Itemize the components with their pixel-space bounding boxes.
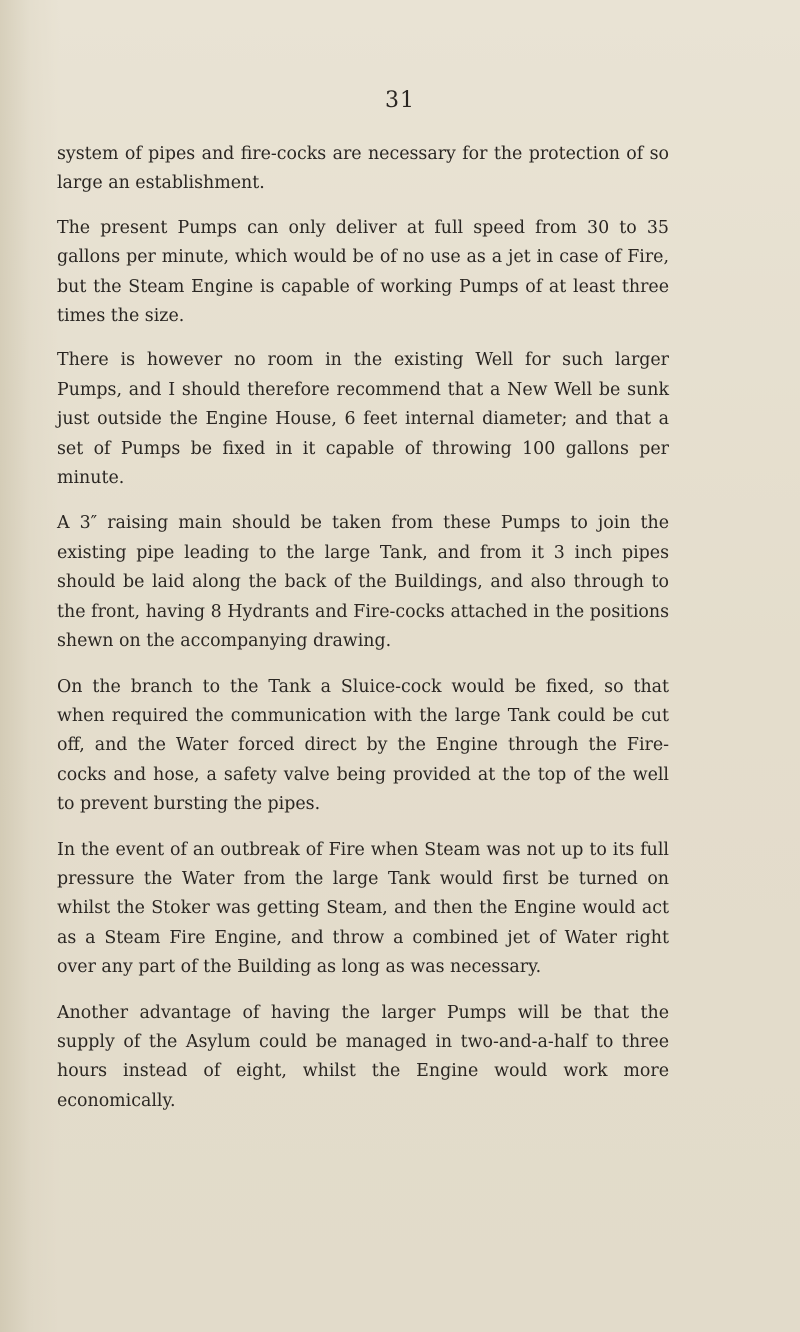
paragraph-6: In the event of an outbreak of Fire when Steam was not up to its full pressure the Water from the large Tank would first be turned on whilst the Stoker was getting Steam, and then the Engine would act as a Steam Fire Engine, and throw a combined jet of Water right over any part of the Building as long as was necessary.	[57, 839, 669, 978]
paragraph-1: system of pipes and fire-cocks are necessary for the protection of so large an establishment.	[57, 144, 669, 194]
paragraph-4: A 3″ raising main should be taken from these Pumps to join the existing pipe leading to the large Tank, and from it 3 inch pipes should be laid along the back of the Buildings, and also through to the front, having 8 Hydrants and Fire-cocks attached in the positions shewn on the accompanying drawing.	[57, 513, 669, 652]
paragraph-2: The present Pumps can only deliver at full speed from 30 to 35 gallons per minute, which would be of no use as a jet in case of Fire, but the Steam Engine is capable of working Pumps of at least three times the size.	[57, 217, 669, 327]
paragraph-7: Another advantage of having the larger Pumps will be that the supply of the Asylum could be managed in two-and-a-half to three hours instead of eight, whilst the Engine would work more economically.	[57, 1002, 669, 1111]
paragraph-3: There is however no room in the existing Well for such larger Pumps, and I should therefore recommend that a New Well be sunk just outside the Engine House, 6 feet internal diameter; and that a set of Pumps be fixed in it capable of throwing 100 gallons per minute.	[57, 350, 669, 489]
body-text	[57, 140, 669, 1116]
page-number: 31	[385, 88, 415, 113]
paragraph-5: On the branch to the Tank a Sluice-cock would be fixed, so that when required the communication with the large Tank could be cut off, and the Water forced direct by the Engine through the Fire-cocks and hose, a safety valve being provided at the top of the well to prevent bursting the pipes.	[57, 676, 669, 815]
